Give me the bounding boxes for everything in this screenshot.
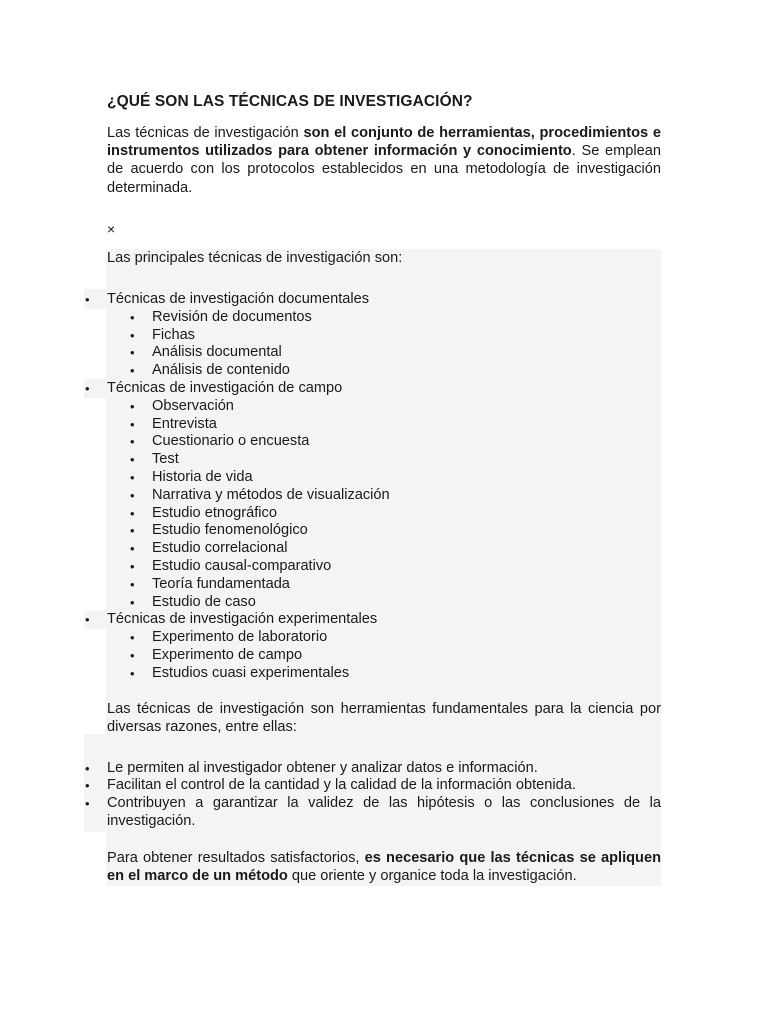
technique-item: • Entrevista bbox=[152, 416, 661, 434]
technique-item: • Narrativa y métodos de visualización bbox=[152, 487, 661, 505]
intro-bold-definition: son el conjunto de herramientas, procedimientos e instrumentos utilizados para obtener información y conocimiento bbox=[107, 125, 661, 160]
reason-item: • Facilitan el control de la cantidad y la calidad de la información obtenida. bbox=[107, 777, 661, 795]
reason-item: • Contribuyen a garantizar la validez de las hipótesis o las conclusiones de la investigación. bbox=[107, 795, 661, 831]
gutter-gap bbox=[84, 309, 106, 379]
technique-category-label: Técnicas de investigación experimentales bbox=[107, 611, 378, 628]
technique-category-label: Técnicas de investigación de campo bbox=[107, 379, 343, 396]
main-content bbox=[107, 249, 661, 885]
gutter-gap bbox=[84, 398, 106, 611]
technique-category bbox=[107, 291, 661, 380]
gutter-gap bbox=[84, 832, 106, 886]
technique-item: • Estudio etnográfico bbox=[152, 505, 661, 523]
technique-item: • Observación bbox=[152, 398, 661, 416]
technique-item: • Análisis de contenido bbox=[152, 362, 661, 380]
technique-item: • Cuestionario o encuesta bbox=[152, 433, 661, 451]
principal-heading: Las principales técnicas de investigación son: bbox=[107, 250, 403, 266]
technique-item: • Estudio correlacional bbox=[152, 540, 661, 558]
reasons-list bbox=[107, 760, 661, 831]
technique-category bbox=[107, 380, 661, 611]
conclusion-text-start: Para obtener resultados satisfactorios, bbox=[107, 849, 365, 866]
reasons-heading: Las técnicas de investigación son herramientas fundamentales para la ciencia por diversas razones, entre ellas: bbox=[107, 700, 661, 735]
technique-item: • Fichas bbox=[152, 327, 661, 345]
techniques-list bbox=[107, 291, 661, 683]
technique-sublist bbox=[107, 629, 661, 682]
page-title: ¿QUÉ SON LAS TÉCNICAS DE INVESTIGACIÓN? bbox=[107, 93, 473, 110]
conclusion-text-end: que oriente y organice toda la investigación. bbox=[287, 867, 577, 884]
intro-text-start: Las técnicas de investigación bbox=[107, 125, 304, 141]
conclusion-paragraph bbox=[107, 849, 661, 885]
technique-category-label: Técnicas de investigación documentales bbox=[107, 291, 370, 307]
technique-item: • Revisión de documentos bbox=[152, 309, 661, 327]
intro-text-end: . Se emplean de acuerdo con los protocolos establecidos en una metodología de investigación determinada. bbox=[107, 143, 662, 196]
technique-item: • Historia de vida bbox=[152, 469, 661, 487]
technique-item: • Teoría fundamentada bbox=[152, 576, 661, 594]
technique-item: • Análisis documental bbox=[152, 344, 661, 362]
technique-item: • Test bbox=[152, 451, 661, 469]
technique-sublist bbox=[107, 309, 661, 380]
technique-item: • Experimento de campo bbox=[152, 647, 661, 665]
intro-paragraph bbox=[107, 124, 661, 197]
conclusion-bold-text: es necesario que las técnicas se apliquen en el marco de un método bbox=[107, 849, 661, 884]
technique-item: • Estudio fenomenológico bbox=[152, 522, 661, 540]
technique-item: • Experimento de laboratorio bbox=[152, 629, 661, 647]
gutter-gap bbox=[84, 249, 106, 289]
technique-item: • Estudio de caso bbox=[152, 594, 661, 612]
technique-category bbox=[107, 611, 661, 682]
technique-sublist bbox=[107, 398, 661, 612]
technique-item: • Estudio causal-comparativo bbox=[152, 558, 661, 576]
gutter-gap bbox=[84, 629, 106, 734]
reason-item: • Le permiten al investigador obtener y analizar datos e información. bbox=[107, 760, 661, 778]
close-icon[interactable]: × bbox=[107, 221, 116, 237]
technique-item: • Estudios cuasi experimentales bbox=[152, 665, 661, 683]
